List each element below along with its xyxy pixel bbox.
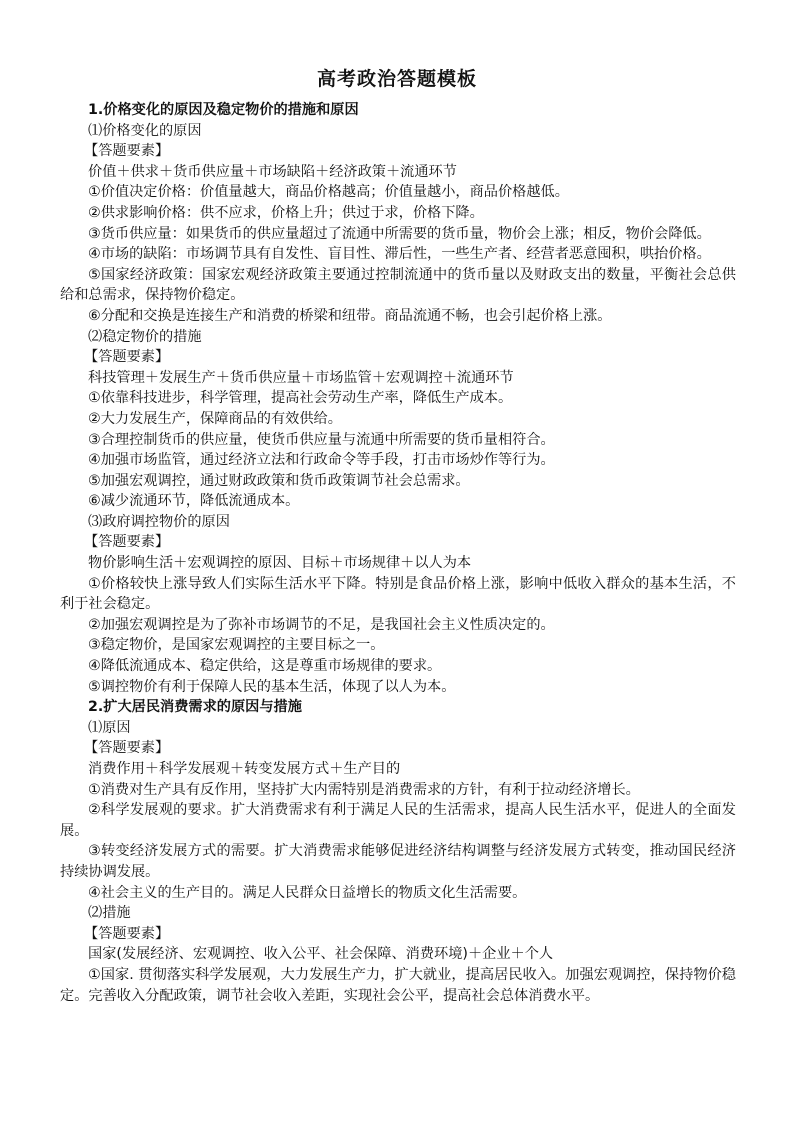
answer-tag: 【答题要素】 xyxy=(84,534,170,551)
answer-formula: 国家(发展经济、宏观调控、收入公平、社会保障、消费环境)＋企业＋个人 xyxy=(88,946,554,963)
answer-formula: 物价影响生活＋宏观调控的原因、目标＋市场规律＋以人为本 xyxy=(88,555,472,572)
answer-formula: 科技管理＋发展生产＋货币供应量＋市场监管＋宏观调控＋流通环节 xyxy=(88,369,514,386)
answer-item: ③转变经济发展方式的需要。扩大消费需求能够促进经济结构调整与经济发展方式转变，推动国民经济持续协调发展。 xyxy=(60,843,736,880)
answer-tag: 【答题要素】 xyxy=(84,349,170,366)
answer-item: ①价格较快上涨导致人们实际生活水平下降。特别是食品价格上涨，影响中低收入群众的基本生活，不利于社会稳定。 xyxy=(60,575,736,613)
subsection-heading: ⑶政府调控物价的原因 xyxy=(88,513,230,530)
answer-item: ①价值决定价格：价值量越大，商品价格越高；价值量越小，商品价格越低。 xyxy=(88,184,569,201)
answer-formula: 消费作用＋科学发展观＋转变发展方式＋生产目的 xyxy=(88,761,401,777)
answer-item: ⑤加强宏观调控，通过财政政策和货币政策调节社会总需求。 xyxy=(88,472,470,489)
subsection-heading: ⑴原因 xyxy=(88,719,131,736)
answer-item: ④社会主义的生产目的。满足人民群众日益增长的物质文化生活需要。 xyxy=(88,884,527,901)
answer-item: ②供求影响价格：供不应求，价格上升；供过于求，价格下降。 xyxy=(88,204,484,221)
answer-item: ①国家. 贯彻落实科学发展观，大力发展生产力，扩大就业，提高居民收入。加强宏观调控，保持物价稳定。完善收入分配政策，调节社会收入差距，实现社会公平，提高社会总体消费水平。 xyxy=(60,966,736,1004)
answer-item: ④加强市场监管，通过经济立法和行政命令等手段，打击市场炒作等行为。 xyxy=(88,452,555,469)
answer-formula: 价值＋供求＋货币供应量＋市场缺陷＋经济政策＋流通环节 xyxy=(88,163,457,180)
answer-item: ③稳定物价，是国家宏观调控的主要目标之一。 xyxy=(88,637,385,654)
answer-item: ③合理控制货币的供应量，使货币供应量与流通中所需要的货币量相符合。 xyxy=(88,431,555,448)
page-title: 高考政治答题模板 xyxy=(316,68,477,90)
answer-tag: 【答题要素】 xyxy=(84,143,170,160)
answer-item: ⑥分配和交换是连接生产和消费的桥梁和纽带。商品流通不畅，也会引起价格上涨。 xyxy=(88,307,612,324)
answer-tag: 【答题要素】 xyxy=(84,740,170,757)
subsection-heading: ⑴价格变化的原因 xyxy=(88,122,202,139)
answer-tag: 【答题要素】 xyxy=(84,925,170,942)
answer-item: ①消费对生产具有反作用，坚持扩大内需特别是消费需求的方针，有利于拉动经济增长。 xyxy=(88,781,640,798)
answer-item: ②大力发展生产，保障商品的有效供给。 xyxy=(88,410,342,427)
answer-item: ⑤调控物价有利于保障人民的基本生活，体现了以人为本。 xyxy=(88,678,456,695)
document-body xyxy=(60,100,736,1006)
subsection-heading: ⑵措施 xyxy=(88,905,131,922)
answer-item: ④降低流通成本、稳定供给，这是尊重市场规律的要求。 xyxy=(88,658,442,675)
answer-item: ⑤国家经济政策：国家宏观经济政策主要通过控制流通中的货币量以及财政支出的数量，平衡社会总供给和总需求，保持物价稳定。 xyxy=(60,266,736,304)
answer-item: ②加强宏观调控是为了弥补市场调节的不足，是我国社会主义性质决定的。 xyxy=(88,616,555,633)
answer-item: ③货币供应量：如果货币的供应量超过了流通中所需要的货币量，物价会上涨；相反，物价会降低。 xyxy=(88,225,711,242)
answer-item: ①依靠科技进步，科学管理，提高社会劳动生产率，降低生产成本。 xyxy=(88,390,513,407)
answer-item: ②科学发展观的要求。扩大消费需求有利于满足人民的生活需求，提高人民生活水平，促进人的全面发展。 xyxy=(60,802,736,839)
subsection-heading: ⑵稳定物价的措施 xyxy=(88,328,202,345)
answer-item: ④市场的缺陷：市场调节具有自发性、盲目性、滞后性，一些生产者、经营者恶意囤积，哄抬价格。 xyxy=(88,246,711,263)
section-heading: 1.价格变化的原因及稳定物价的措施和原因 xyxy=(88,102,359,118)
section-heading: 2.扩大居民消费需求的原因与措施 xyxy=(88,699,302,716)
answer-item: ⑥减少流通环节，降低流通成本。 xyxy=(88,493,300,510)
